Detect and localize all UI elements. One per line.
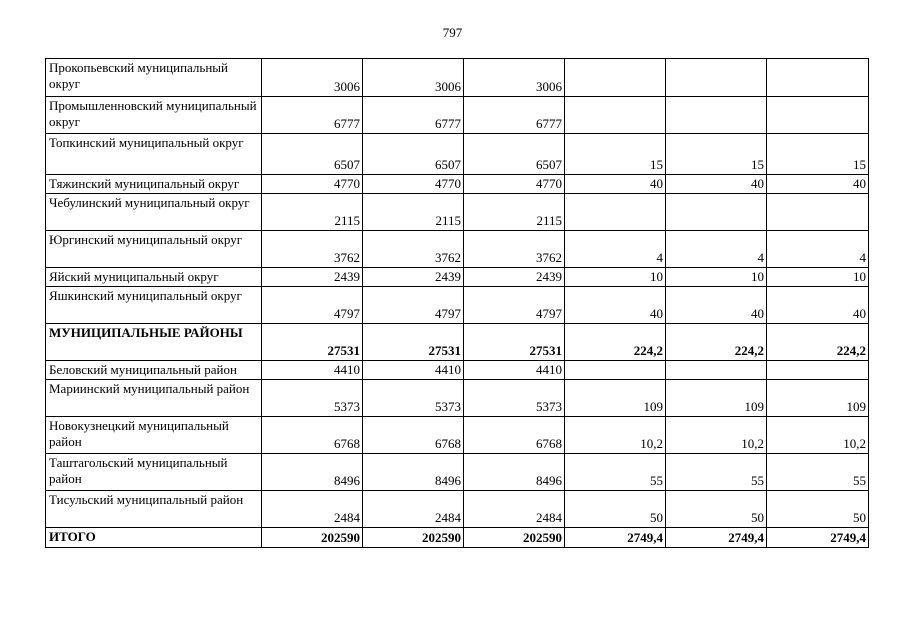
value-cell: 10 <box>565 268 666 287</box>
value-cell: 40 <box>666 287 767 324</box>
row-name-cell: Тисульский муниципальный район <box>46 491 262 528</box>
table-row <box>46 268 869 287</box>
value-cell: 27531 <box>262 324 363 361</box>
table-row <box>46 417 869 454</box>
table-row <box>46 324 869 361</box>
value-cell: 4797 <box>363 287 464 324</box>
value-cell: 4410 <box>262 361 363 380</box>
row-name-cell: Беловский муниципальный район <box>46 361 262 380</box>
table-row <box>46 231 869 268</box>
table-row <box>46 380 869 417</box>
value-cell: 6507 <box>464 134 565 175</box>
value-cell: 2115 <box>363 194 464 231</box>
row-name-cell: Топкинский муниципальный округ <box>46 134 262 175</box>
table-row <box>46 528 869 548</box>
value-cell: 10,2 <box>767 417 869 454</box>
row-name-cell: Прокопьевский муниципальный округ <box>46 59 262 97</box>
value-cell: 4410 <box>464 361 565 380</box>
value-cell: 202590 <box>262 528 363 548</box>
value-cell: 50 <box>666 491 767 528</box>
value-cell: 6507 <box>262 134 363 175</box>
value-cell: 50 <box>565 491 666 528</box>
value-cell: 5373 <box>262 380 363 417</box>
value-cell: 2439 <box>464 268 565 287</box>
value-cell: 2749,4 <box>767 528 869 548</box>
page-number: 797 <box>442 25 463 40</box>
row-name-cell: Промышленновский муниципальный округ <box>46 97 262 134</box>
value-cell: 6507 <box>363 134 464 175</box>
value-cell: 2484 <box>262 491 363 528</box>
value-cell: 10 <box>666 268 767 287</box>
row-name-cell: Тяжинский муниципальный округ <box>46 175 262 194</box>
value-cell <box>666 194 767 231</box>
value-cell: 4770 <box>464 175 565 194</box>
value-cell: 2439 <box>363 268 464 287</box>
table-row <box>46 97 869 134</box>
value-cell: 3762 <box>363 231 464 268</box>
value-cell: 10,2 <box>565 417 666 454</box>
value-cell: 4797 <box>262 287 363 324</box>
row-name-cell: Таштагольский муниципальный район <box>46 454 262 491</box>
value-cell: 2115 <box>262 194 363 231</box>
value-cell: 15 <box>767 134 869 175</box>
row-name-cell: Яшкинский муниципальный округ <box>46 287 262 324</box>
value-cell: 224,2 <box>565 324 666 361</box>
value-cell <box>767 97 869 134</box>
value-cell: 6777 <box>363 97 464 134</box>
value-cell <box>565 361 666 380</box>
value-cell: 27531 <box>363 324 464 361</box>
table-row <box>46 194 869 231</box>
table-row <box>46 287 869 324</box>
value-cell: 55 <box>666 454 767 491</box>
value-cell: 40 <box>666 175 767 194</box>
value-cell: 6768 <box>464 417 565 454</box>
table-row <box>46 491 869 528</box>
value-cell: 3762 <box>464 231 565 268</box>
value-cell <box>666 361 767 380</box>
value-cell: 10,2 <box>666 417 767 454</box>
value-cell <box>666 59 767 97</box>
value-cell <box>767 59 869 97</box>
value-cell <box>565 59 666 97</box>
table-row <box>46 454 869 491</box>
value-cell: 4770 <box>262 175 363 194</box>
value-cell: 5373 <box>464 380 565 417</box>
row-name-cell: МУНИЦИПАЛЬНЫЕ РАЙОНЫ <box>46 324 262 361</box>
value-cell: 2439 <box>262 268 363 287</box>
value-cell <box>565 97 666 134</box>
value-cell: 50 <box>767 491 869 528</box>
value-cell: 4 <box>767 231 869 268</box>
row-name-cell: Мариинский муниципальный район <box>46 380 262 417</box>
value-cell: 2484 <box>464 491 565 528</box>
value-cell <box>666 97 767 134</box>
value-cell: 55 <box>565 454 666 491</box>
value-cell: 8496 <box>464 454 565 491</box>
value-cell <box>767 194 869 231</box>
value-cell: 15 <box>666 134 767 175</box>
table-body <box>46 59 869 548</box>
value-cell: 3006 <box>464 59 565 97</box>
value-cell: 40 <box>767 287 869 324</box>
value-cell: 202590 <box>464 528 565 548</box>
row-name-cell: Юргинский муниципальный округ <box>46 231 262 268</box>
value-cell: 3762 <box>262 231 363 268</box>
value-cell: 5373 <box>363 380 464 417</box>
value-cell: 4410 <box>363 361 464 380</box>
value-cell: 3006 <box>363 59 464 97</box>
value-cell: 4 <box>565 231 666 268</box>
value-cell: 2749,4 <box>666 528 767 548</box>
value-cell: 6768 <box>363 417 464 454</box>
value-cell: 10 <box>767 268 869 287</box>
value-cell: 109 <box>565 380 666 417</box>
value-cell: 40 <box>767 175 869 194</box>
value-cell: 224,2 <box>666 324 767 361</box>
value-cell: 224,2 <box>767 324 869 361</box>
value-cell: 15 <box>565 134 666 175</box>
value-cell: 55 <box>767 454 869 491</box>
row-name-cell: Новокузнецкий муниципальный район <box>46 417 262 454</box>
value-cell: 2484 <box>363 491 464 528</box>
value-cell <box>565 194 666 231</box>
value-cell: 27531 <box>464 324 565 361</box>
data-table <box>45 58 869 548</box>
value-cell: 109 <box>666 380 767 417</box>
row-name-cell: ИТОГО <box>46 528 262 548</box>
value-cell: 40 <box>565 175 666 194</box>
row-name-cell: Чебулинский муниципальный округ <box>46 194 262 231</box>
value-cell: 2115 <box>464 194 565 231</box>
row-name-cell: Яйский муниципальный округ <box>46 268 262 287</box>
value-cell: 3006 <box>262 59 363 97</box>
value-cell: 40 <box>565 287 666 324</box>
value-cell: 6768 <box>262 417 363 454</box>
value-cell: 8496 <box>262 454 363 491</box>
table-row <box>46 361 869 380</box>
value-cell: 109 <box>767 380 869 417</box>
table-row <box>46 134 869 175</box>
value-cell: 4770 <box>363 175 464 194</box>
table-row <box>46 175 869 194</box>
value-cell: 6777 <box>464 97 565 134</box>
value-cell: 6777 <box>262 97 363 134</box>
table-row <box>46 59 869 97</box>
value-cell: 4797 <box>464 287 565 324</box>
value-cell: 2749,4 <box>565 528 666 548</box>
value-cell: 8496 <box>363 454 464 491</box>
value-cell: 202590 <box>363 528 464 548</box>
value-cell: 4 <box>666 231 767 268</box>
value-cell <box>767 361 869 380</box>
